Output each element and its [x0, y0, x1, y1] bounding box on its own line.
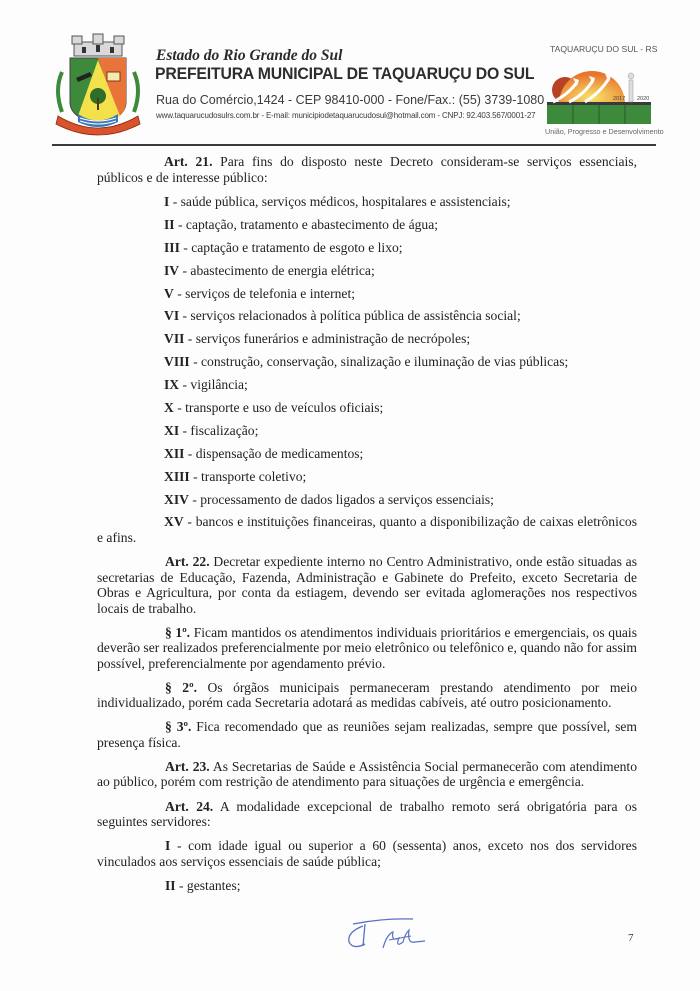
paragraph-label: § 1º.: [165, 624, 191, 640]
item-text: - transporte e uso de veículos oficiais;: [173, 400, 384, 416]
header-contact-line: www.taquarucudosulrs.com.br - E-mail: municipiodetaquarucudosul@hotmail.com - CNPJ: 92.403.567/0001-27: [156, 110, 536, 120]
item-number: I: [164, 194, 170, 209]
right-logo-slogan: União, Progresso e Desenvolvimento: [545, 127, 664, 136]
article-23: [97, 759, 637, 790]
item-text: - serviços relacionados à política pública de assistência social;: [179, 308, 521, 324]
logo-year-end: 2020: [637, 96, 650, 102]
item-text: - saúde pública, serviços médicos, hospitalares e assistenciais;: [169, 194, 511, 209]
list-item: [97, 286, 637, 302]
item-text: - dispensação de medicamentos;: [184, 445, 364, 461]
article-24: [97, 799, 637, 830]
article-text: A modalidade excepcional de trabalho remoto será obrigatória para os seguintes servidores:: [97, 798, 637, 830]
paragraph-label: § 3º.: [165, 719, 192, 735]
list-item: [97, 423, 637, 439]
article-21: [97, 154, 637, 185]
paragraph-1: [97, 625, 637, 672]
item-number: XIV: [164, 491, 189, 507]
document-body: [97, 154, 637, 893]
item-text: - com idade igual ou superior a 60 (sessenta) anos, exceto nos dos servidores vinculados aos serviços essenciais de saúde pública;: [97, 838, 637, 869]
item-number: XII: [164, 445, 185, 461]
article-21-items: [97, 194, 637, 507]
item-text: - gestantes;: [175, 877, 241, 893]
list-item: [97, 492, 637, 508]
logo-year-start: 2017: [613, 96, 626, 102]
list-item: [97, 469, 637, 485]
list-item: [97, 446, 637, 462]
article-text: Para fins do disposto neste Decreto consideram-se serviços essenciais, públicos e de interesse público:: [97, 154, 637, 185]
item-text: - construção, conservação, sinalização e iluminação de vias públicas;: [189, 354, 569, 370]
coat-of-arms-icon: [48, 32, 148, 140]
paragraph-text: Fica recomendado que as reuniões sejam realizadas, sempre que possível, sem presença física.: [97, 719, 637, 750]
article-text: As Secretarias de Saúde e Assistência Social permanecerão com atendimento ao público, porém com restrição de atendimento para situações de urgência e emergência.: [97, 758, 637, 790]
list-item: [97, 217, 637, 233]
list-item: [97, 240, 637, 256]
signature-icon: [343, 914, 433, 956]
administration-logo-icon: [545, 58, 657, 126]
paragraph-label: § 2º.: [165, 679, 197, 695]
item-text: - vigilância;: [179, 377, 248, 393]
item-number: III: [164, 239, 180, 255]
header-municipality-title: PREFEITURA MUNICIPAL DE TAQUARUÇU DO SUL: [155, 64, 535, 83]
list-item: [97, 354, 637, 370]
paragraph-text: Ficam mantidos os atendimentos individuais prioritários e emergenciais, os quais deverão ser realizados preferencialmente por meio eletrônico ou telefônico e, quando não for assim possível, preferencialmente por agendamento prévio.: [97, 624, 637, 671]
paragraph-3: [97, 719, 637, 750]
item-text: - abastecimento de energia elétrica;: [179, 262, 375, 278]
list-item: [97, 194, 637, 210]
item-number: XIII: [164, 468, 190, 484]
item-text: - captação e tratamento de esgoto e lixo;: [179, 239, 403, 255]
list-item: [97, 263, 637, 279]
item-text: - bancos e instituições financeiras, quanto a disponibilização de caixas eletrônicos e afins.: [97, 514, 637, 545]
item-number: II: [165, 877, 176, 893]
item-number: IX: [164, 377, 180, 393]
list-item: [97, 331, 637, 347]
header-address: Rua do Comércio,1424 - CEP 98410-000 - Fone/Fax.: (55) 3739-1080: [156, 93, 545, 107]
right-logo-top-text: TAQUARUÇU DO SUL - RS: [550, 44, 658, 54]
item-text: - processamento de dados ligados a serviços essenciais;: [188, 491, 494, 507]
article-24-item-1: [97, 838, 637, 869]
list-item: [97, 400, 637, 416]
item-text: - transporte coletivo;: [189, 468, 307, 484]
item-number: II: [164, 216, 175, 232]
article-label: Art. 24.: [165, 798, 214, 814]
item-text: - serviços funerários e administração de necrópoles;: [184, 331, 471, 347]
item-number: VII: [164, 331, 185, 347]
item-number: VI: [164, 308, 180, 324]
item-text: - fiscalização;: [179, 422, 259, 438]
item-number: XV: [164, 514, 184, 530]
article-text: Decretar expediente interno no Centro Administrativo, onde estão situadas as secretarias de Educação, Fazenda, Administração e Gabinete do Prefeito, exceto Secretaria de Obras e Agricultura, por conta da estiagem, devendo ser evitada aglomerações nos respectivos locais de trabalho.: [97, 554, 637, 616]
list-item: [97, 377, 637, 393]
item-number: I: [165, 838, 171, 854]
item-text: - serviços de telefonia e internet;: [173, 285, 356, 301]
list-item: [97, 514, 637, 545]
item-number: VIII: [164, 354, 190, 370]
list-item: [97, 308, 637, 324]
item-number: XI: [164, 422, 180, 438]
article-22: [97, 554, 637, 616]
item-number: X: [164, 400, 174, 416]
paragraph-2: [97, 680, 637, 711]
article-label: Art. 23.: [165, 758, 210, 774]
item-number: IV: [164, 262, 180, 278]
item-text: - captação, tratamento e abastecimento de água;: [174, 216, 439, 232]
article-label: Art. 22.: [165, 554, 210, 570]
article-24-item-2: [97, 878, 637, 894]
header-divider: [52, 144, 656, 146]
page-number: 7: [628, 932, 634, 944]
paragraph-text: Os órgãos municipais permaneceram prestando atendimento por meio individualizado, porém cada Secretaria adotará as medidas cabíveis, até outro posicionamento.: [97, 679, 638, 711]
header-state-name: Estado do Rio Grande do Sul: [156, 47, 343, 64]
article-label: Art. 21.: [164, 154, 213, 169]
item-number: V: [164, 285, 174, 301]
